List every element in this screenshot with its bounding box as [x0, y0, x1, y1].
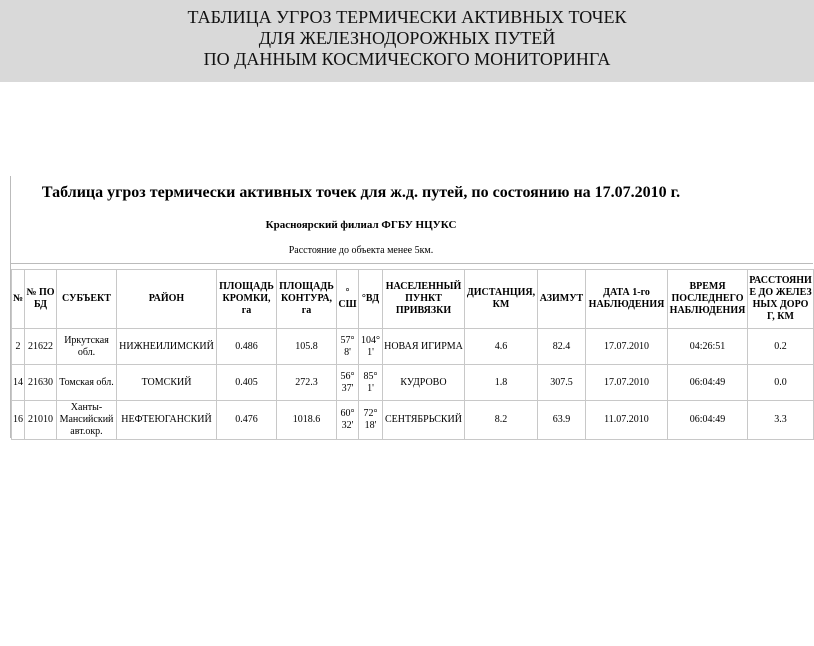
divider: [11, 263, 813, 264]
banner-line-2: ДЛЯ ЖЕЛЕЗНОДОРОЖНЫХ ПУТЕЙ: [258, 28, 556, 48]
table-cell: СЕНТЯБРЬСКИЙ: [383, 401, 465, 440]
table-cell: 1.8: [465, 365, 538, 401]
col-header-db-num: № ПО БД: [25, 270, 57, 329]
col-header-last-time: ВРЕМЯ ПОСЛЕДНЕГО НАБЛЮДЕНИЯ: [668, 270, 748, 329]
table-row: [12, 365, 814, 401]
table-cell: 11.07.2010: [586, 401, 668, 440]
col-header-azimuth: АЗИМУТ: [538, 270, 586, 329]
table-cell: 0.405: [217, 365, 277, 401]
col-header-distance: ДИСТАНЦИЯ, КМ: [465, 270, 538, 329]
table-cell: ТОМСКИЙ: [117, 365, 217, 401]
report-document: [10, 176, 813, 438]
table-cell: 105.8: [277, 329, 337, 365]
table-cell: 2: [12, 329, 25, 365]
table-cell: 85° 1': [359, 365, 383, 401]
table-cell: 307.5: [538, 365, 586, 401]
table-cell: 14: [12, 365, 25, 401]
col-header-district: РАЙОН: [117, 270, 217, 329]
table-cell: 1018.6: [277, 401, 337, 440]
report-branch: Красноярский филиал ФГБУ НЦУКС: [265, 219, 457, 231]
table-cell: 17.07.2010: [586, 329, 668, 365]
table-cell: 57° 8': [337, 329, 359, 365]
table-cell: 21622: [25, 329, 57, 365]
table-cell: 60° 32': [337, 401, 359, 440]
table-cell: НИЖНЕИЛИМСКИЙ: [117, 329, 217, 365]
table-cell: КУДРОВО: [383, 365, 465, 401]
report-note: Расстояние до объекта менее 5км.: [288, 245, 434, 256]
table-header-row: [12, 270, 814, 329]
banner-line-3: ПО ДАННЫМ КОСМИЧЕСКОГО МОНИТОРИНГА: [203, 49, 611, 69]
table-cell: 21010: [25, 401, 57, 440]
table-cell: НОВАЯ ИГИРМА: [383, 329, 465, 365]
table-cell: 56° 37': [337, 365, 359, 401]
table-cell: 272.3: [277, 365, 337, 401]
col-header-lon: °ВД: [359, 270, 383, 329]
table-cell: 4.6: [465, 329, 538, 365]
col-header-contour-area: ПЛОЩАДЬ КОНТУРА, га: [277, 270, 337, 329]
col-header-first-date: ДАТА 1-го НАБЛЮДЕНИЯ: [586, 270, 668, 329]
table-cell: 82.4: [538, 329, 586, 365]
table-cell: 63.9: [538, 401, 586, 440]
table-cell: 104° 1': [359, 329, 383, 365]
table-cell: 06:04:49: [668, 401, 748, 440]
table-cell: Ханты-Мансийский авт.окр.: [57, 401, 117, 440]
col-header-settlement: НАСЕЛЕННЫЙ ПУНКТ ПРИВЯЗКИ: [383, 270, 465, 329]
col-header-num: №: [12, 270, 25, 329]
table-cell: 06:04:49: [668, 365, 748, 401]
threat-table: [11, 269, 814, 440]
table-cell: 72° 18': [359, 401, 383, 440]
table-cell: 3.3: [748, 401, 814, 440]
table-cell: 17.07.2010: [586, 365, 668, 401]
table-cell: 0.2: [748, 329, 814, 365]
table-cell: 21630: [25, 365, 57, 401]
table-row: [12, 329, 814, 365]
table-cell: 8.2: [465, 401, 538, 440]
table-row: [12, 401, 814, 440]
slide-title-banner: [0, 0, 814, 82]
table-cell: 04:26:51: [668, 329, 748, 365]
col-header-edge-area: ПЛОЩАДЬ КРОМКИ, га: [217, 270, 277, 329]
table-cell: 0.0: [748, 365, 814, 401]
col-header-subject: СУБЪЕКТ: [57, 270, 117, 329]
table-cell: НЕФТЕЮГАНСКИЙ: [117, 401, 217, 440]
col-header-rail-distance: РАССТОЯНИЕ ДО ЖЕЛЕЗНЫХ ДОРОГ, КМ: [748, 270, 814, 329]
table-cell: 0.476: [217, 401, 277, 440]
table-cell: 0.486: [217, 329, 277, 365]
table-cell: 16: [12, 401, 25, 440]
col-header-lat: ° СШ: [337, 270, 359, 329]
table-cell: Иркутская обл.: [57, 329, 117, 365]
table-cell: Томская обл.: [57, 365, 117, 401]
banner-line-1: ТАБЛИЦА УГРОЗ ТЕРМИЧЕСКИ АКТИВНЫХ ТОЧЕК: [187, 7, 627, 27]
report-title: Таблица угроз термически активных точек для ж.д. путей, по состоянию на 17.07.2010 г.: [41, 184, 681, 201]
